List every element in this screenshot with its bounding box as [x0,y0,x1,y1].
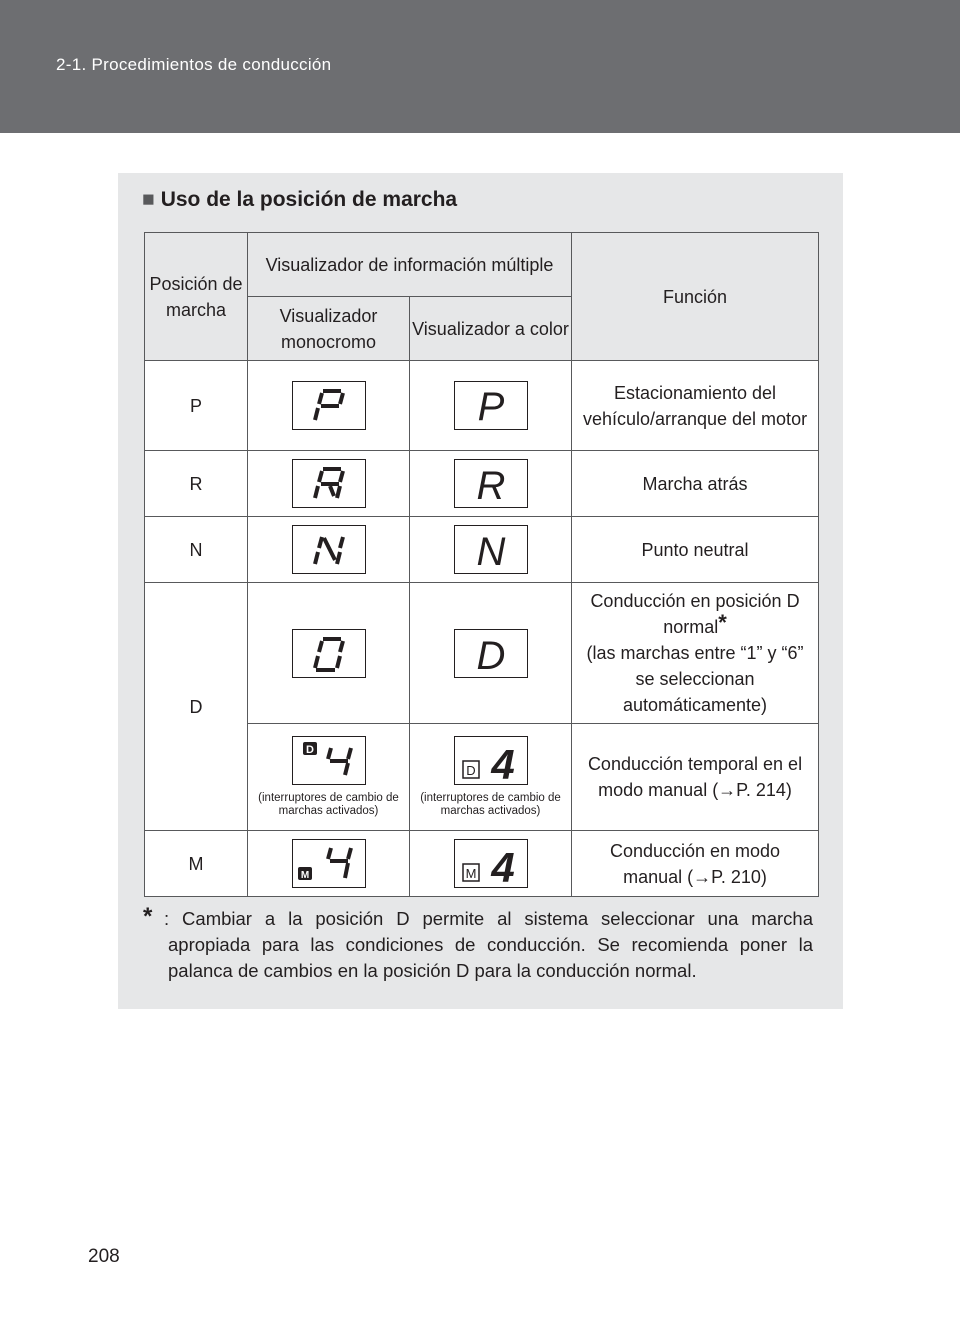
color-glyph: N [476,530,505,573]
color-display-n [454,525,528,574]
badge-text: D [465,763,476,778]
color-glyph: D [476,633,505,677]
header-monochrome-display: Visualizador monocromo [248,297,410,361]
color-glyph: P [477,385,504,429]
table-row [145,517,819,583]
mono-display-p [292,381,366,430]
table-row [145,361,819,451]
footnote-asterisk: * [143,903,153,930]
position-cell: N [145,517,248,583]
table-row [145,583,819,724]
color-display-r [454,459,528,508]
chapter-title: 2-1. Procedimientos de conducción [56,55,332,74]
mono-display-cell [248,831,410,897]
function-cell: Conducción temporal en el modo manual (→P. 214) [572,724,819,831]
color-display-m4 [454,839,528,888]
function-cell: Punto neutral [572,517,819,583]
function-cell [572,583,819,724]
footnote [143,903,813,984]
position-cell: P [145,361,248,451]
mono-display-cell [248,724,410,831]
segment-p-icon [293,382,365,429]
function-cell: Estacionamiento del vehículo/arranque del motor [572,361,819,451]
color-glyph: 4 [490,741,515,784]
footnote-text: : Cambiar a la posición D permite al sistema seleccionar una marcha apropiada para las condiciones de conducción. Se recomienda poner la palanca de cambios en la posición D para la conducción normal. [164,908,813,981]
section-title [142,188,457,212]
page-number: 208 [88,1246,120,1267]
header-multi-info-display: Visualizador de información múltiple [248,233,572,297]
function-cell: Marcha atrás [572,451,819,517]
color-glyph: R [476,464,505,507]
header-color-display: Visualizador a color [410,297,572,361]
page-header [0,0,960,133]
header-position: Posición de marcha [145,233,248,361]
position-cell: R [145,451,248,517]
position-cell: D [145,583,248,831]
display-note: (interruptores de cambio de marchas activados) [258,792,399,817]
mono-display-m4 [292,839,366,888]
badge-text: M [300,870,309,881]
segment-4-icon [293,737,365,784]
mono-display-d4 [292,736,366,785]
color-display-cell [410,517,572,583]
mono-display-cell [248,361,410,451]
table-row [145,831,819,897]
badge-text: D [305,744,314,756]
display-note: (interruptores de cambio de marchas activados) [420,792,561,817]
function-note: (las marchas entre “1” y “6” se seleccionan automáticamente) [586,643,804,715]
color-display-cell [410,451,572,517]
segment-n-icon [293,526,365,573]
shift-position-table [144,232,819,897]
position-cell: M [145,831,248,897]
color-display-cell [410,361,572,451]
color-display-cell [410,583,572,724]
square-bullet-icon: ■ [142,188,155,211]
function-text: Conducción en posición D normal [590,591,800,637]
mono-display-r [292,459,366,508]
color-glyph: 4 [490,844,515,887]
section-title-text: Uso de la posición de marcha [160,188,458,211]
badge-text: M [465,866,476,881]
footnote-marker: * [718,610,727,635]
color-display-p [454,381,528,430]
mono-display-cell [248,451,410,517]
segment-r-icon [293,460,365,507]
color-display-d [454,629,528,678]
segment-d-icon [293,630,365,677]
segment-4-icon [293,840,365,887]
table-row [145,451,819,517]
color-display-cell [410,724,572,831]
mono-display-n [292,525,366,574]
mono-display-d [292,629,366,678]
mono-display-cell [248,583,410,724]
color-display-d4 [454,736,528,785]
function-cell: Conducción en modo manual (→P. 210) [572,831,819,897]
color-display-cell [410,831,572,897]
header-function: Función [572,233,819,361]
mono-display-cell [248,517,410,583]
